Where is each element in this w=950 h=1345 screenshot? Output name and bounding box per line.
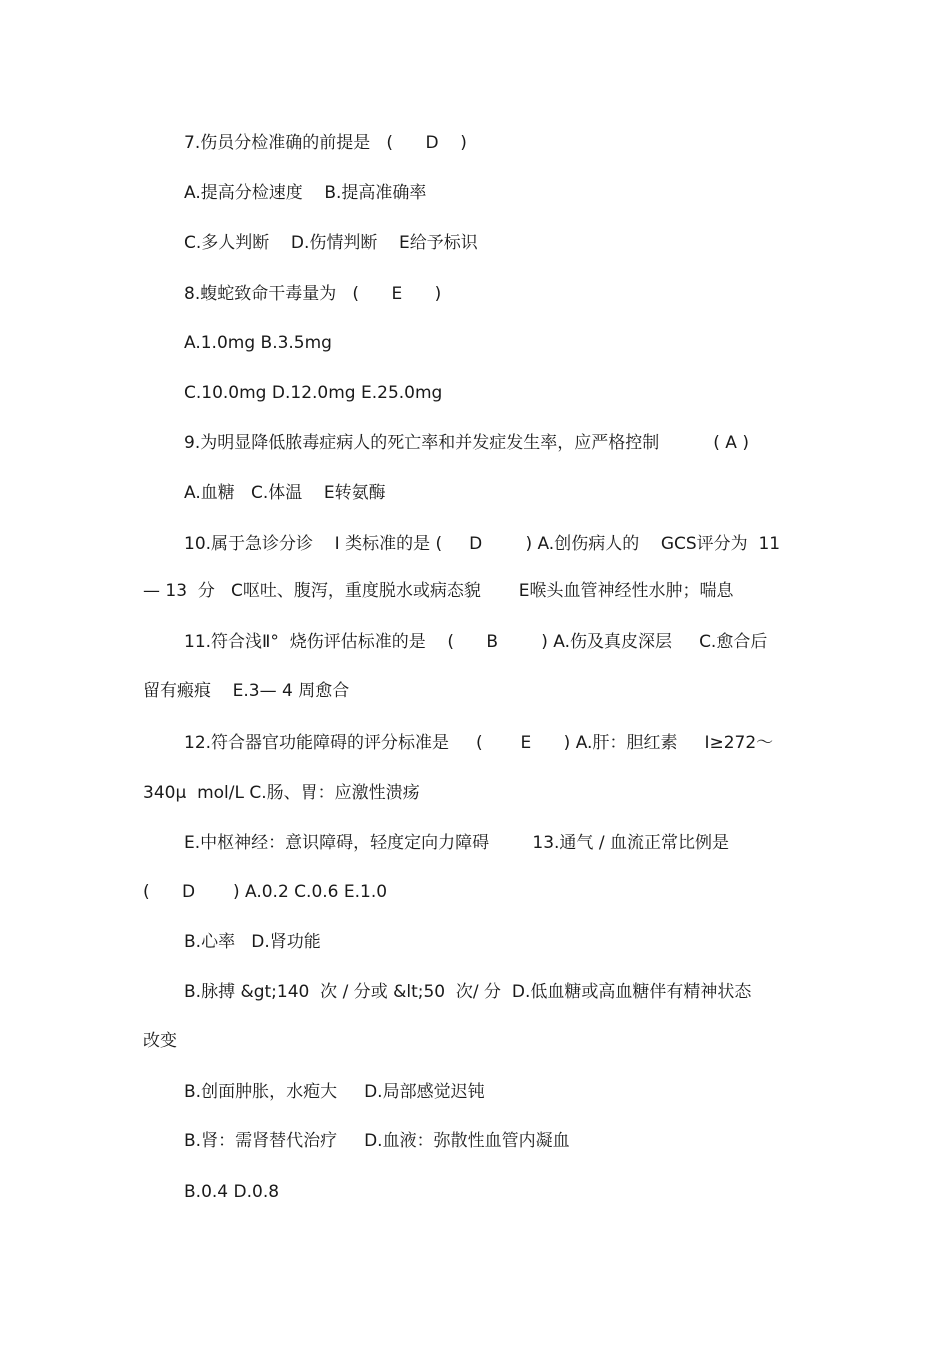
text-line: — 13 分 C呕吐、腹泻，重度脱水或病态貌 E喉头血管神经性水肿；喘息 <box>143 581 734 601</box>
text-line: 12.符合器官功能障碍的评分标准是 ( E ) A.肝：胆红素 I≥272～ <box>184 733 774 753</box>
text-line: 8.蝮蛇致命干毒量为 ( E ) <box>184 284 442 304</box>
text-line: A.血糖 C.体温 E转氨酶 <box>184 483 386 503</box>
text-line: 340μ mol/L C.肠、胃：应激性溃疡 <box>143 783 420 803</box>
text-line: B.心率 D.肾功能 <box>184 932 321 952</box>
text-line: 10.属于急诊分诊 I 类标准的是 ( D ) A.创伤病人的 GCS评分为 11 <box>184 534 781 554</box>
text-line: 9.为明显降低脓毒症病人的死亡率和并发症发生率，应严格控制 ( A ) <box>184 433 749 453</box>
text-line: B.0.4 D.0.8 <box>184 1182 280 1202</box>
text-line: E.中枢神经：意识障碍，轻度定向力障碍 13.通气 / 血流正常比例是 <box>184 833 729 853</box>
text-line: 改变 <box>143 1031 177 1051</box>
text-line: A.1.0mg B.3.5mg <box>184 333 332 353</box>
text-line: ( D ) A.0.2 C.0.6 E.1.0 <box>143 882 388 902</box>
text-line: 11.符合浅Ⅱ° 烧伤评估标准的是 ( B ) A.伤及真皮深层 C.愈合后 <box>184 632 768 652</box>
text-line: B.创面肿胀，水疱大 D.局部感觉迟钝 <box>184 1082 485 1102</box>
text-line: 7.伤员分检准确的前提是 ( D ) <box>184 133 467 153</box>
text-line: B.脉搏 &gt;140 次 / 分或 &lt;50 次/ 分 D.低血糖或高血糖伴有精神状态 <box>184 982 752 1002</box>
text-line: C.多人判断 D.伤情判断 E给予标识 <box>184 233 478 253</box>
text-line: 留有瘢痕 E.3— 4 周愈合 <box>143 681 350 701</box>
text-line: A.提高分检速度 B.提高准确率 <box>184 183 427 203</box>
text-line: C.10.0mg D.12.0mg E.25.0mg <box>184 383 443 403</box>
text-line: B.肾：需肾替代治疗 D.血液：弥散性血管内凝血 <box>184 1131 570 1151</box>
